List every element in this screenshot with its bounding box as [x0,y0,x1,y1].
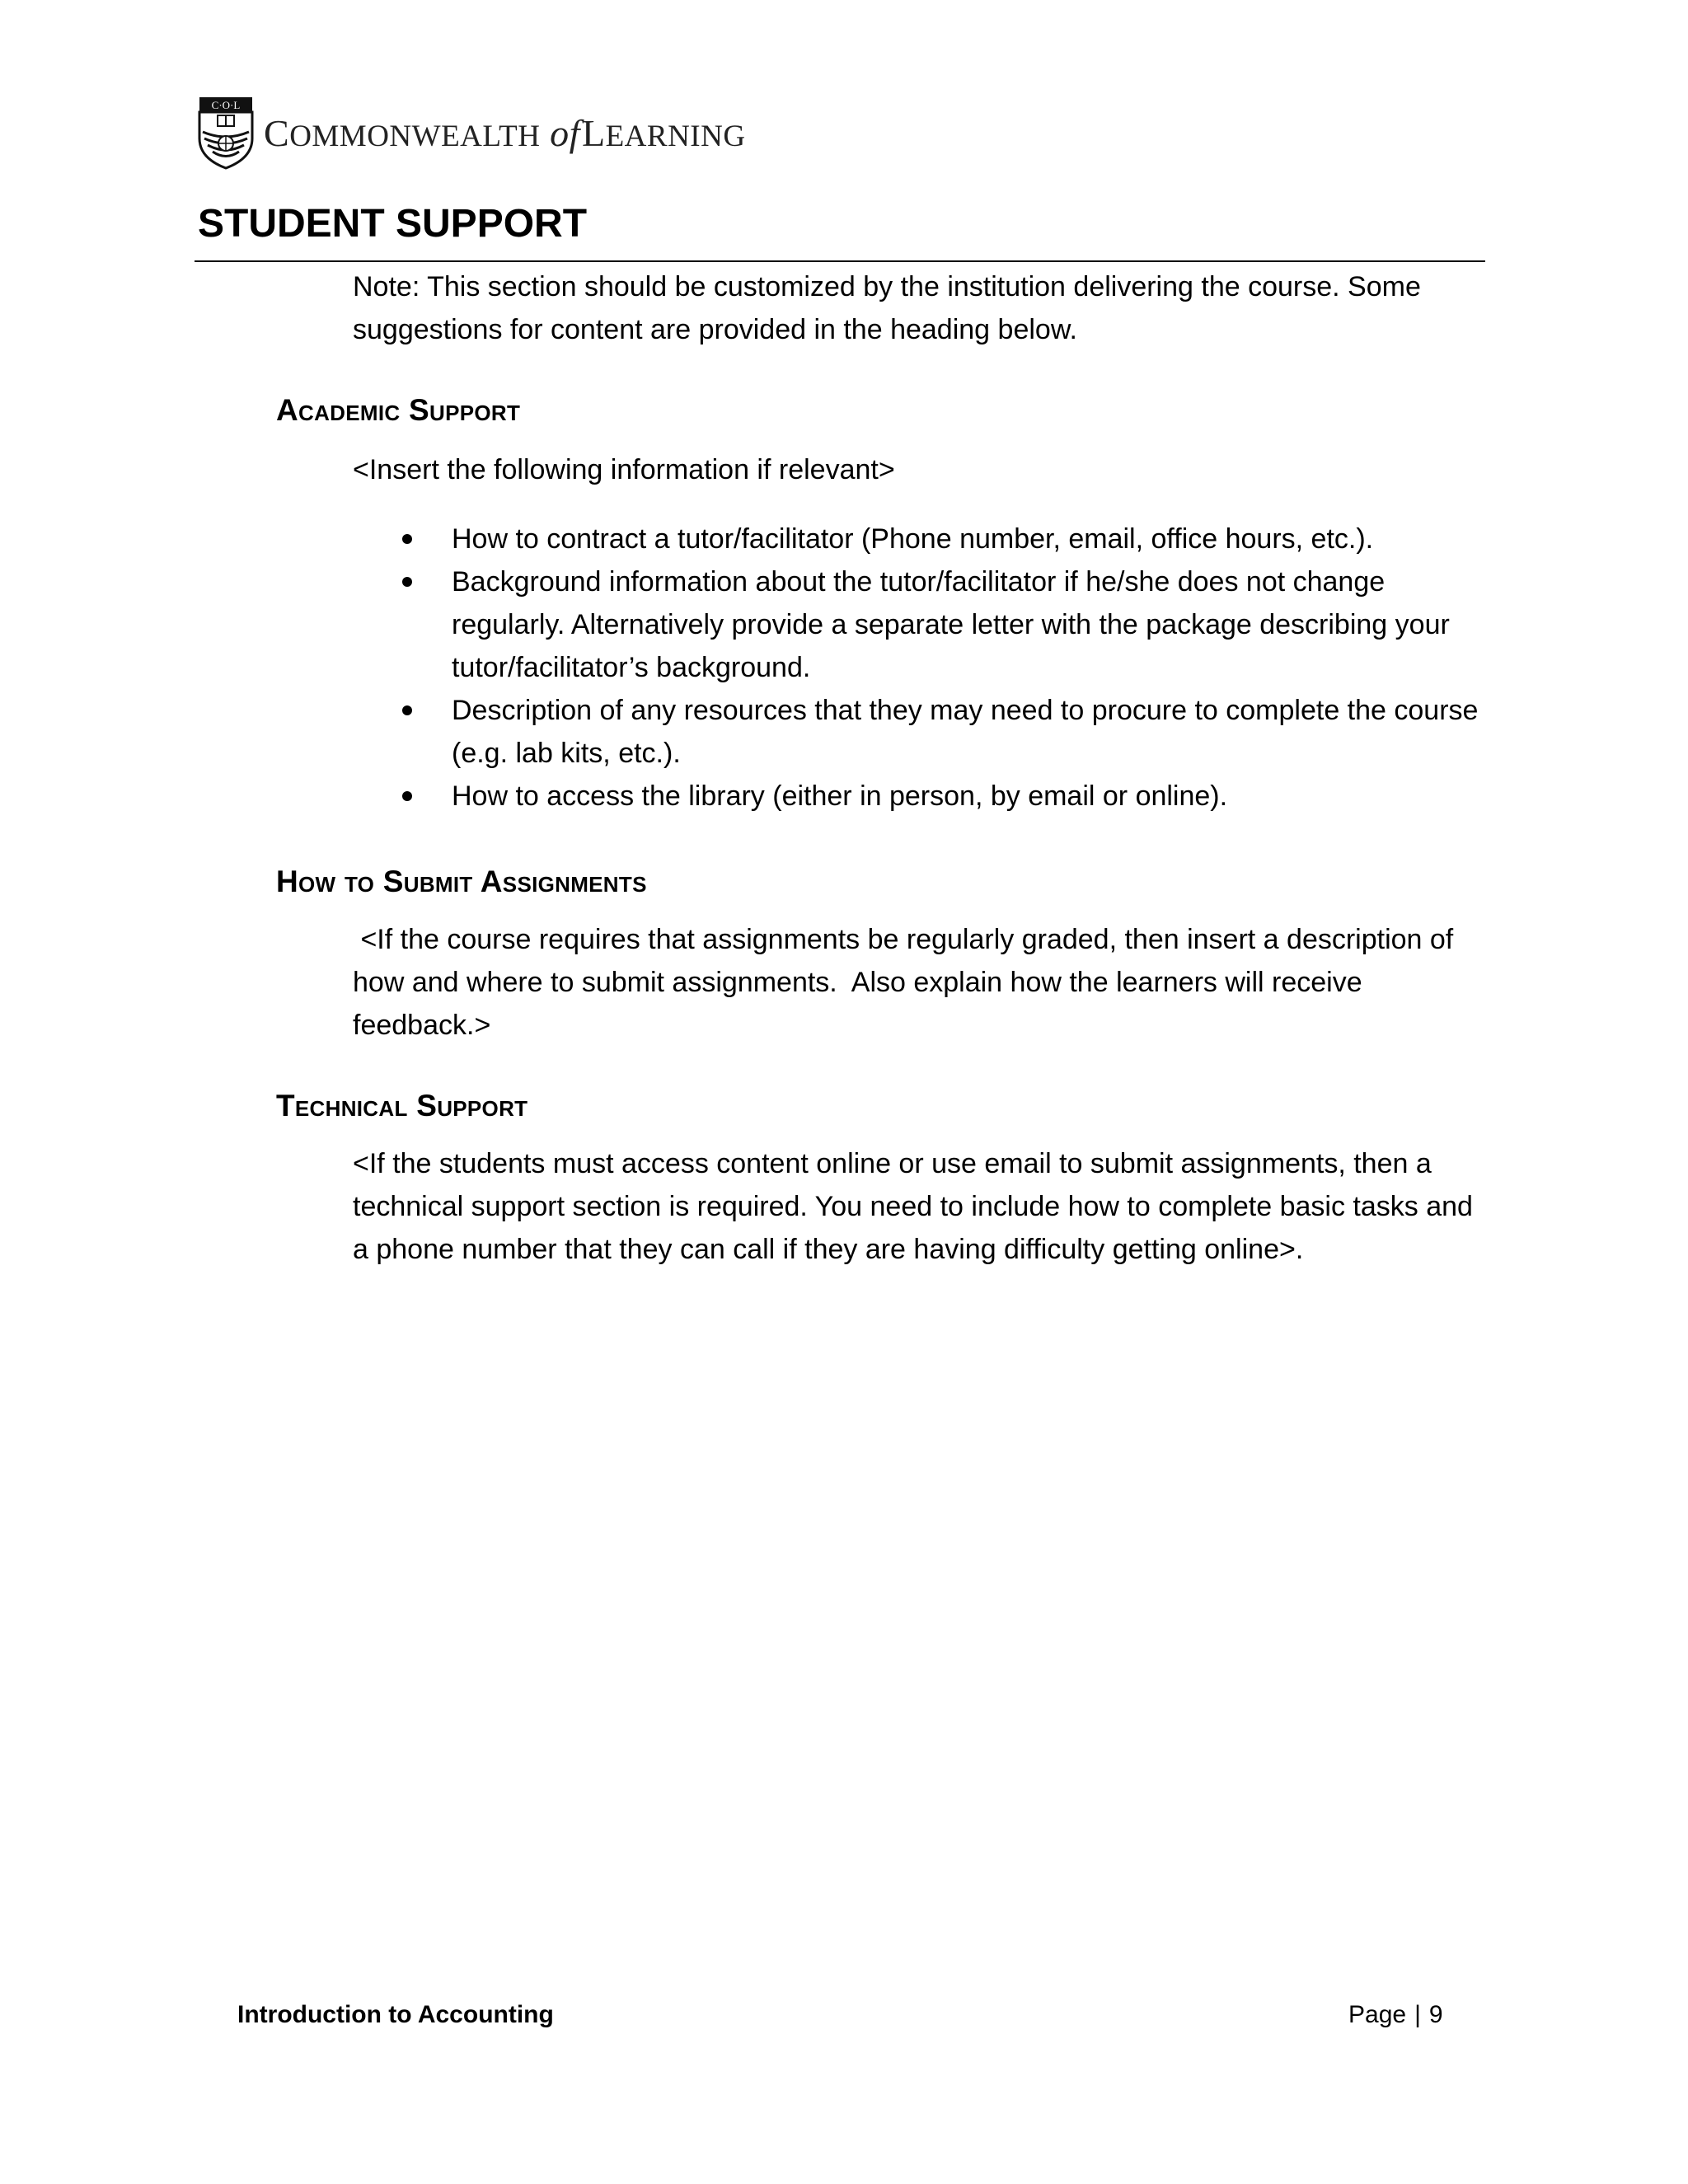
academic-support-heading: Academic Support [276,393,521,427]
footer-course-title: Introduction to Accounting [237,2001,554,2028]
submit-assignments-body: <If the course requires that assignments be regularly graded, then insert a description of how and where to submit assignments. Also explain how the learners will receive feedback.> [353,924,1461,1041]
list-item: How to access the library (either in person, by email or online). [396,775,1492,818]
page-title: STUDENT SUPPORT [198,202,588,246]
bullet-icon [402,705,412,715]
footer-page-number: Page | 9 [1348,2001,1443,2028]
intro-note: Note: This section should be customized by the institution delivering the course. Some suggestions for content are provided in the heading below. [353,271,1421,345]
bullet-icon [402,534,412,544]
list-item: Description of any resources that they may need to procure to complete the course (e.g. lab kits, etc.). [396,689,1492,775]
bullet-icon [402,791,412,801]
logo-wordmark: COMMONWEALTH ofLEARNING [264,111,746,154]
col-logo [198,96,746,170]
svg-text:C·O·L: C·O·L [211,99,241,111]
list-item: Background information about the tutor/facilitator if he/she does not change regularly. Alternatively provide a separate letter with the package describing your tutor/facilitator’s background. [396,560,1492,689]
technical-support-body: <If the students must access content online or use email to submit assignments, then a technical support section is required. You need to include how to complete basic tasks and a phone number that they can call if they are having difficulty getting online>. [353,1148,1473,1265]
academic-support-intro: <Insert the following information if relevant> [353,454,895,485]
list-item: How to contract a tutor/facilitator (Phone number, email, office hours, etc.). [396,518,1492,560]
academic-support-list [396,518,1492,818]
title-divider [195,260,1485,262]
technical-support-heading: Technical Support [276,1089,528,1122]
submit-assignments-heading: How to Submit Assignments [276,865,647,898]
shield-icon [198,96,254,170]
bullet-icon [402,577,412,587]
